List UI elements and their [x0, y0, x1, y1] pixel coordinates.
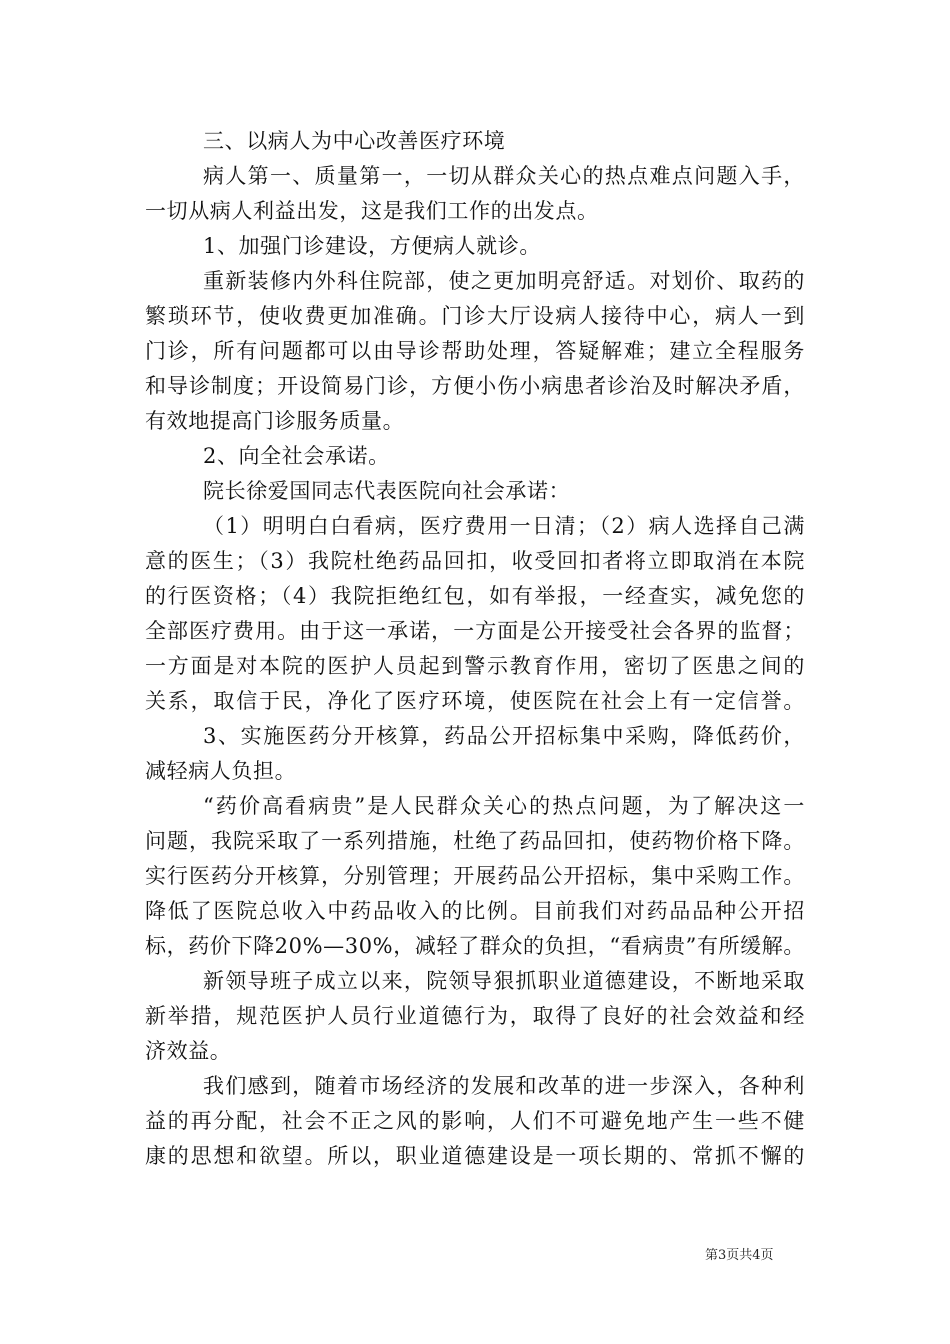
subheading: 减轻病人负担。: [145, 759, 297, 783]
paragraph-line: 一方面是对本院的医护人员起到警示教育作用，密切了医患之间的: [145, 654, 805, 678]
paragraph-line: 标，药价下降20%—30%，减轻了群众的负担，“看病贵”有所缓解。: [145, 934, 805, 958]
paragraph-line: 新领导班子成立以来，院领导狠抓职业道德建设，不断地采取: [203, 969, 805, 993]
paragraph-line: 益的再分配，社会不正之风的影响，人们不可避免地产生一些不健: [145, 1109, 805, 1133]
paragraph-line: 关系，取信于民，净化了医疗环境，使医院在社会上有一定信誉。: [145, 689, 805, 713]
paragraph-line: “药价高看病贵”是人民群众关心的热点问题，为了解决这一: [203, 794, 805, 818]
paragraph-line: 康的思想和欲望。所以，职业道德建设是一项长期的、常抓不懈的: [145, 1144, 805, 1168]
paragraph-line: 有效地提高门诊服务质量。: [145, 409, 405, 433]
subheading: 3、实施医药分开核算，药品公开招标集中采购，降低药价，: [203, 724, 805, 748]
paragraph-line: 病人第一、质量第一，一切从群众关心的热点难点问题入手，: [203, 164, 805, 188]
paragraph-line: 问题，我院采取了一系列措施，杜绝了药品回扣，使药物价格下降。: [145, 829, 805, 853]
subheading: 1、加强门诊建设，方便病人就诊。: [203, 234, 541, 258]
paragraph-line: 济效益。: [145, 1039, 232, 1063]
paragraph-line: 重新装修内外科住院部，使之更加明亮舒适。对划价、取药的: [203, 269, 805, 293]
paragraph-line: 全部医疗费用。由于这一承诺，一方面是公开接受社会各界的监督；: [145, 619, 805, 643]
paragraph-line: 繁琐环节，使收费更加准确。门诊大厅设病人接待中心，病人一到: [145, 304, 805, 328]
subheading: 2、向全社会承诺。: [203, 444, 390, 468]
paragraph-line: 新举措，规范医护人员行业道德行为，取得了良好的社会效益和经: [145, 1004, 805, 1028]
paragraph-line: 我们感到，随着市场经济的发展和改革的进一步深入，各种利: [203, 1074, 805, 1098]
paragraph-line: 和导诊制度；开设简易门诊，方便小伤小病患者诊治及时解决矛盾，: [145, 374, 805, 398]
paragraph-line: （1）明明白白看病，医疗费用一日清；（2）病人选择自己满: [203, 514, 805, 538]
paragraph-line: 院长徐爱国同志代表医院向社会承诺：: [203, 479, 571, 503]
paragraph-line: 一切从病人利益出发，这是我们工作的出发点。: [145, 199, 599, 223]
paragraph-line: 的行医资格；（4）我院拒绝红包，如有举报，一经查实，减免您的: [145, 584, 805, 608]
paragraph-line: 门诊，所有问题都可以由导诊帮助处理，答疑解难；建立全程服务: [145, 339, 805, 363]
page-number-footer: 第3页共4页: [705, 1248, 774, 1263]
paragraph-line: 实行医药分开核算，分别管理；开展药品公开招标，集中采购工作。: [145, 864, 805, 888]
section-heading: 三、以病人为中心改善医疗环境: [203, 129, 506, 153]
paragraph-line: 意的医生；（3）我院杜绝药品回扣，收受回扣者将立即取消在本院: [145, 549, 805, 573]
paragraph-line: 降低了医院总收入中药品收入的比例。目前我们对药品品种公开招: [145, 899, 805, 923]
